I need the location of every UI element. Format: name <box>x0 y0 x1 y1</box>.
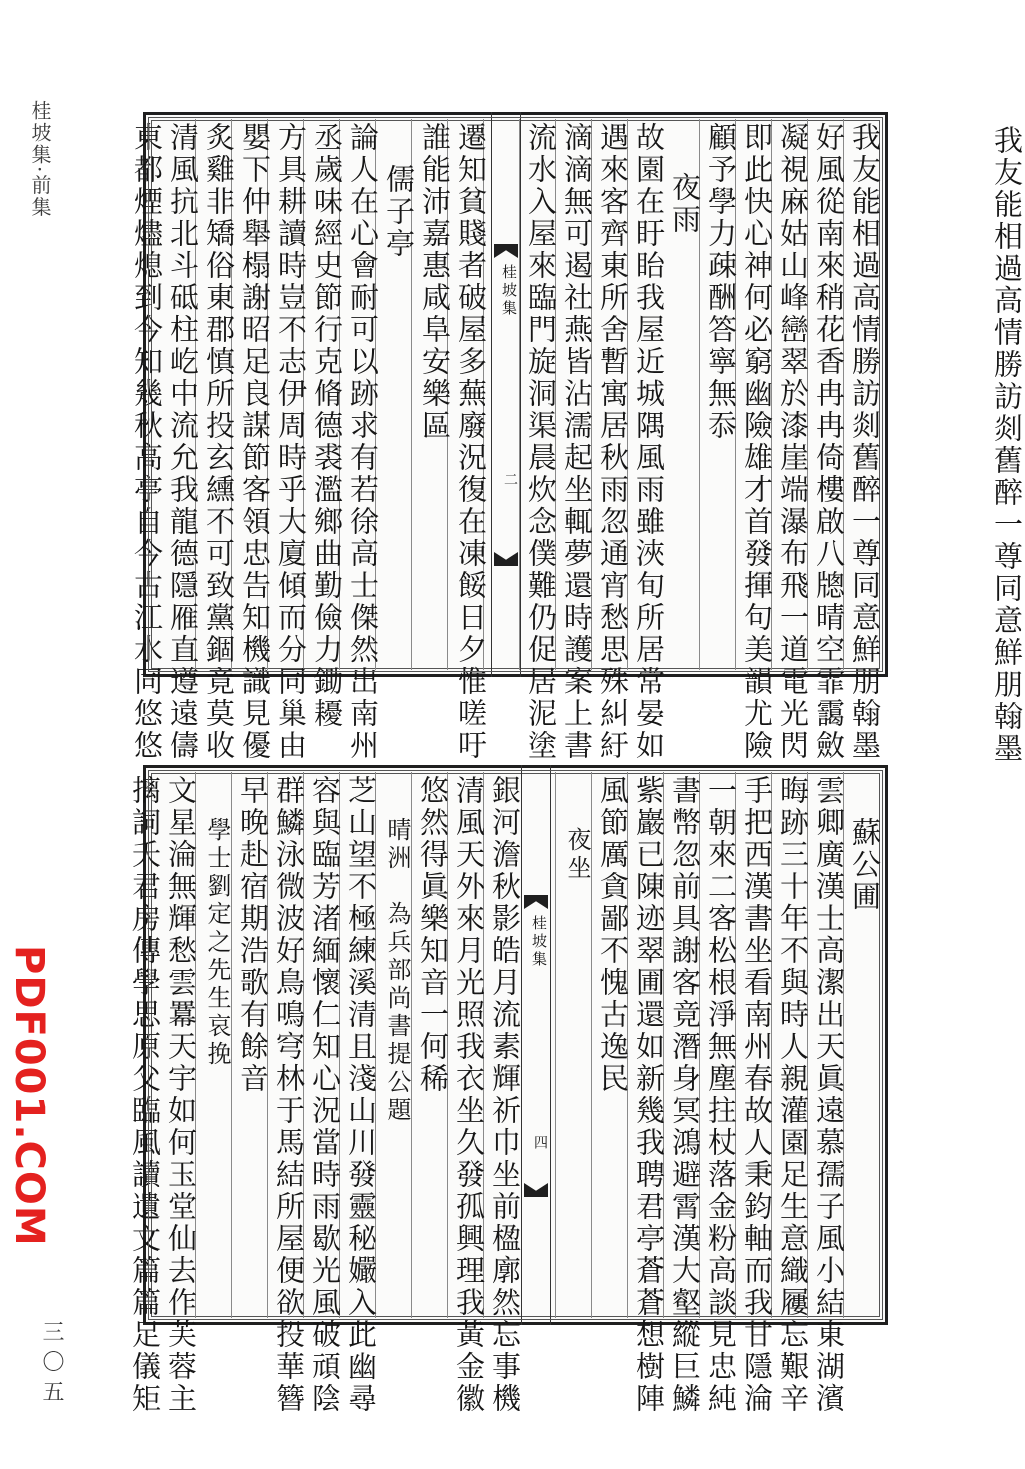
text-column: 銀河澹秋影皓月流素輝祈巾坐前楹廓然忘事機 <box>488 775 522 1415</box>
text-column: 清風抗北斗砥柱屹中流允我龍德隱雁直遵遠儔 <box>166 122 200 762</box>
text-column: 紫巖已陳迹翠圃還如新幾我聘君亭蒼蒼想樹陣 <box>632 775 666 1415</box>
poem-title: 夜坐 <box>563 827 591 883</box>
text-column: 晦跡三十年不與時人親灌園足生意織屨忘艱辛 <box>776 775 810 1415</box>
text-column: 摛詞夭君房傳學思原父臨風讀遺文篇篇足儀矩 <box>128 775 162 1415</box>
text-column: 我友能相過高情勝訪剡舊醉一尊同意鮮朋翰墨 <box>990 125 1024 765</box>
watermark: PDF001.COM <box>6 945 52 1247</box>
text-column: 群鱗泳微波好鳥鳴穹林于馬結所屋便欲投華簪 <box>272 775 306 1415</box>
text-column: 誰能沛嘉惠咸阜安樂區 <box>418 122 452 442</box>
text-column: 東都煙燼熄到今知幾秋高亭自今古江水同悠悠 <box>130 122 164 762</box>
text-column: 書幣忽前具謝客竟潛身冥鴻避霄漢大壑縱巨鱗 <box>668 775 702 1415</box>
text-column: 容與臨芳渚緬懷仁知心況當時雨歇光風破頑陰 <box>308 775 342 1415</box>
text-column: 炙雞非矯俗東郡慎所投玄纁不可致黨錮竟莫收 <box>202 122 236 762</box>
text-column: 凝視麻姑山峰巒翠於漆崖端瀑布飛一道電光閃 <box>776 122 810 762</box>
fishtail-mark <box>494 552 518 566</box>
text-column: 手把西漢書坐看南州春故人秉鈞軸而我甘隱淪 <box>740 775 774 1415</box>
upper-page-frame <box>130 112 888 762</box>
lower-page-frame <box>128 765 888 1415</box>
leaf-number: 二 <box>502 472 518 486</box>
fold-label: 桂坡集 <box>530 915 548 969</box>
text-column: 嬰下仲舉榻謝昭足良謀節客領忠告知機識見優 <box>238 122 272 762</box>
text-column: 方具耕讀時豈不志伊周時乎大廈傾而分同巢由 <box>274 122 308 762</box>
text-column: 故園在盱眙我屋近城隅風雨雖浹旬所居常晏如 <box>632 122 666 762</box>
text-column: 論人在心會耐可以跡求有若徐高士傑然出南州 <box>346 122 380 762</box>
fold-label: 桂坡集 <box>500 264 518 318</box>
text-column: 滴滴無可遏社燕皆沾濡起坐輒夢還時護案上書 <box>560 122 594 762</box>
poem-title: 晴洲 為兵部尚書提公題 <box>383 817 411 1125</box>
text-column: 一朝來二客松根淨無塵拄杖落金粉高談見忠純 <box>704 775 738 1415</box>
text-column: 清風天外來月光照我衣坐久發孤興理我黃金徽 <box>452 775 486 1415</box>
book-title: 桂坡集·前集 <box>28 100 52 219</box>
text-column: 即此快心神何必窮幽險雄才首發揮句美韻尤險 <box>740 122 774 762</box>
text-column: 芝山望不極練溪清且淺山川發靈秘孍入此幽尋 <box>344 775 378 1415</box>
text-column: 丞歲味經史節行克脩德裘濫鄉曲勤儉力鋤耰 <box>310 122 344 730</box>
text-column: 早晚赴宿期浩歌有餘音 <box>236 775 270 1095</box>
page-number: 三〇五 <box>39 1320 64 1410</box>
text-column: 我友能相過高情勝訪剡舊醉一尊同意鮮朋翰墨 <box>848 122 882 762</box>
text-column: 遇來客齊東所舍暫寓居秋雨忽通宵愁思殊糾紆 <box>596 122 630 762</box>
leaf-number: 四 <box>532 1135 548 1149</box>
text-column: 風節厲貪鄙不愧古逸民 <box>596 775 630 1095</box>
fishtail-mark <box>524 1183 548 1197</box>
poem-title: 學士劉定之先生哀挽 <box>203 817 231 1069</box>
poem-title: 夜雨 <box>668 172 702 236</box>
fishtail-mark <box>524 895 548 909</box>
text-column: 流水入屋來臨門旋洞渠晨炊念僕難仍促居泥塗 <box>524 122 558 762</box>
text-column: 顧予學力疎酬答寧無忝 <box>704 122 738 442</box>
text-column: 好風從南來稍花香冉冉倚樓啟八牕晴空霏靄斂 <box>812 122 846 762</box>
text-column: 悠然得眞樂知音一何稀 <box>416 775 450 1095</box>
text-column: 遷知貧賤者破屋多蕪廢況復在凍餒日夕惟嗟吁 <box>454 122 488 762</box>
text-column: 文星淪無輝愁雲羃天宇如何玉堂仙去作芙蓉主 <box>164 775 198 1415</box>
poem-title: 蘇公圃 <box>848 817 882 913</box>
poem-title: 儒子亭 <box>382 164 416 260</box>
text-column: 雲卿廣漢士高潔出天眞遠慕孺子風小結東湖濱 <box>812 775 846 1415</box>
fishtail-mark <box>494 244 518 258</box>
center-fold-strip <box>491 112 521 677</box>
center-fold-strip <box>521 765 551 1325</box>
